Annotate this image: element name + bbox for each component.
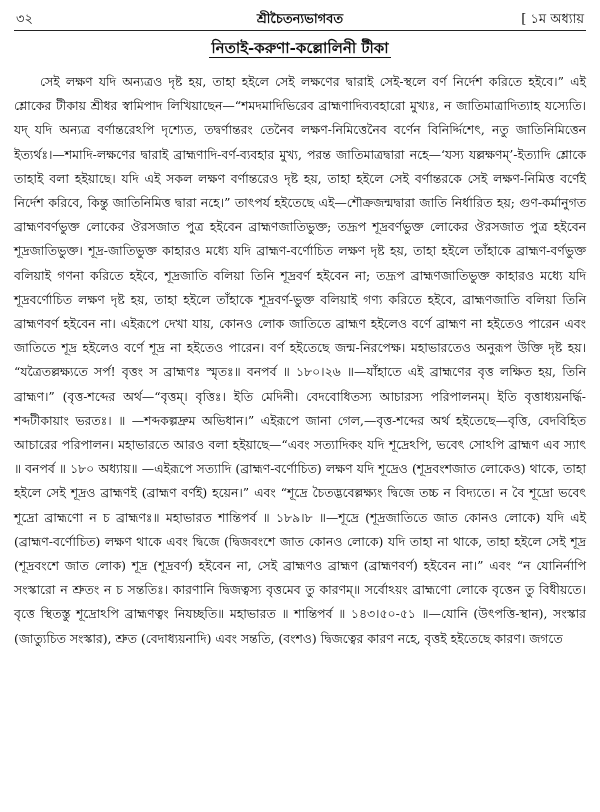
running-title: শ্রীচৈতন্যভাগবত [256,12,344,27]
commentary-body [14,70,586,651]
page-number: ৩২ [16,12,33,27]
page-header [14,8,586,30]
chapter-label: [ ১ম অধ্যায় [521,12,584,27]
section-title-text: নিতাই-করুণা-কল্লোলিনী টীকা [211,39,389,57]
section-title [14,37,586,62]
commentary-paragraph: সেই লক্ষণ যদি অন্যত্রও দৃষ্ট হয়, তাহা হইলে সেই লক্ষণের দ্বারাই সেই-স্থলে বর্ণ নির্দেশ করিতে হইবে।” এই শ্লোকের টীকায় শ্রীধর স্বামিপাদ লিখিয়াছেন—“শমদমাদিভিরেব ব্রাহ্মণাদিব্যবহারো মুখ্যঃ, ন জাতিমাত্রাদিত্যাহ যস্যেতি। যদ্ যদি অন্যত্র বর্ণান্তরেঽপি দৃশ্যেত, তদ্বর্ণান্তরং তেনৈব লক্ষণ-নিমিত্তেনৈব বর্ণেন বিনির্দ্দিশেৎ, নতু জাতিনিমিত্তেন ইত্যর্থঃ।—শমাদি-লক্ষণের দ্বারাই ব্রাহ্মণাদি-বর্ণ-ব্যবহার মুখ্য, পরন্ত জাতিমাত্রদ্বারা নহে—‘যস্য যল্লক্ষণম্’-ইত্যাদি শ্লোকে তাহাই বলা হইয়াছে। যদি এই সকল লক্ষণ বর্ণান্তরেও দৃষ্ট হয়, তাহা হইলে সেই বর্ণান্তরকে সেই লক্ষণ-নিমিত্ত বর্ণেই নির্দেশ করিবে, কিন্তু জাতিনিমিত্ত দ্বারা নহে।” তাৎপর্য হইতেছে এই—শৌক্রজন্মদ্বারা জাতি নির্ধারিত হয়; গুণ-কর্মানুগত ব্রাহ্মণবর্ণভুক্ত লোকের ঔরসজাত পুত্র হইবেন ব্রাহ্মণজাতিভুক্ত; তদ্রূপ শূদ্রবর্ণভুক্ত লোকের ঔরসজাত পুত্র হইবেন শূদ্রজাতিভুক্ত। শূদ্র-জাতিভুক্ত কাহারও মধ্যে যদি ব্রাহ্মণ-বর্ণোচিত লক্ষণ দৃষ্ট হয়, তাহা হইলে তাঁহাকে ব্রাহ্মণ-বর্ণভুক্ত বলিয়াই গণনা করিতে হইবে, শূদ্রজাতি বলিয়া তিনি শূদ্রবর্ণ হইবেন না; তদ্রূপ ব্রাহ্মণজাতিভুক্ত কাহারও মধ্যে যদি শূদ্রবর্ণোচিত লক্ষণ দৃষ্ট হয়, তাহা হইলে তাঁহাকে শূদ্রবর্ণ-ভুক্ত বলিয়াই গণ্য করিতে হইবে, ব্রাহ্মণজাতি বলিয়া তিনি ব্রাহ্মণবর্ণ হইবেন না। এইরূপে দেখা যায়, কোনও লোক জাতিতে ব্রাহ্মণ হইলেও বর্ণে ব্রাহ্মণ না হইতেও পারেন এবং জাতিতে শূদ্র হইলেও বর্ণে শূদ্র না হইতেও পারেন। বর্ণ হইতেছে জন্ম-নিরপেক্ষ। মহাভারতেও অনুরূপ উক্তি দৃষ্ট হয়। “যত্রৈতল্লক্ষ্যতে সর্প! বৃত্তং স ব্রাহ্মণঃ স্মৃতঃ॥ বনপর্ব ॥ ১৮০।২৬ ॥—যাঁহাতে এই ব্রাহ্মণের বৃত্ত লক্ষিত হয়, তিনি ব্রাহ্মণ।” (বৃত্ত-শব্দের অর্থ—“বৃত্তম্। বৃত্তিঃ। ইতি মেদিনী। বেদবোধিতস্য আচারস্য পরিপালনম্। ইতি বৃত্তাধ্যয়নর্দ্ধি-শব্দটীকায়াং ভরতঃ। ॥ —শব্দকল্পদ্রুম অভিধান।” এইরূপে জানা গেল,—বৃত্ত-শব্দের অর্থ হইতেছে—বৃত্তি, বেদবিহিত আচারের পরিপালন। মহাভারতে আরও বলা হইয়াছে—“এবং সত্যাদিকং যদি শূদ্রেঽপি, ভবেৎ সোঽপি ব্রাহ্মণ এব স্যাৎ ॥ বনপর্ব ॥ ১৮০ অধ্যায়॥ —এইরূপে সত্যাদি (ব্রাহ্মণ-বর্ণোচিত) লক্ষণ যদি শূদ্রেও (শূদ্রবংশজাত লোকেও) থাকে, তাহা হইলে সেই শূদ্রও ব্রাহ্মণই (ব্রাহ্মণ বর্ণই) হয়েন।” এবং “শূদ্রে চৈতদ্ভবেল্লক্ষ্যং দ্বিজে তচ্চ ন বিদ্যতে। ন বৈ শূদ্রো ভবেৎ শূদ্রো ব্রাহ্মণো ন চ ব্রাহ্মণঃ॥ মহাভারত শান্তিপর্ব ॥ ১৮৯।৮ ॥—শূদ্রে (শূদ্রজাতিতে জাত কোনও লোকে) যদি এই (ব্রাহ্মণ-বর্ণোচিত) লক্ষণ থাকে এবং দ্বিজে (দ্বিজবংশে জাত কোনও লোকে) যদি তাহা না থাকে, তাহা হইলে সেই শূদ্র (শূদ্রবংশে জাত লোক) শূদ্র (শূদ্রবর্ণ) হইবেন না, সেই ব্রাহ্মণও ব্রাহ্মণ (ব্রাহ্মণবর্ণ) হইবেন না।” এবং “ন যোনির্নাপি সংস্কারো ন শ্রুতং ন চ সন্ততিঃ। কারণানি দ্বিজত্বস্য বৃত্তমেব তু কারণম্॥ সর্বোঽয়ং ব্রাহ্মণো লোকে বৃত্তেন তু বিধীয়তে। বৃত্তে স্থিতস্তু শূদ্রোঽপি ব্রাহ্মণত্বং নিযচ্ছতি॥ মহাভারত ॥ শান্তিপর্ব ॥ ১৪৩।৫০-৫১ ॥—যোনি (উৎপত্তি-স্থান), সংস্কার (জাত্যুচিত সংস্কার), শ্রুত (বেদাধ্যয়নাদি) এবং সন্ততি, (বংশও) দ্বিজত্বের কারণ নহে, বৃত্তই হইতেছে কারণ। জগতে [14,74,586,646]
